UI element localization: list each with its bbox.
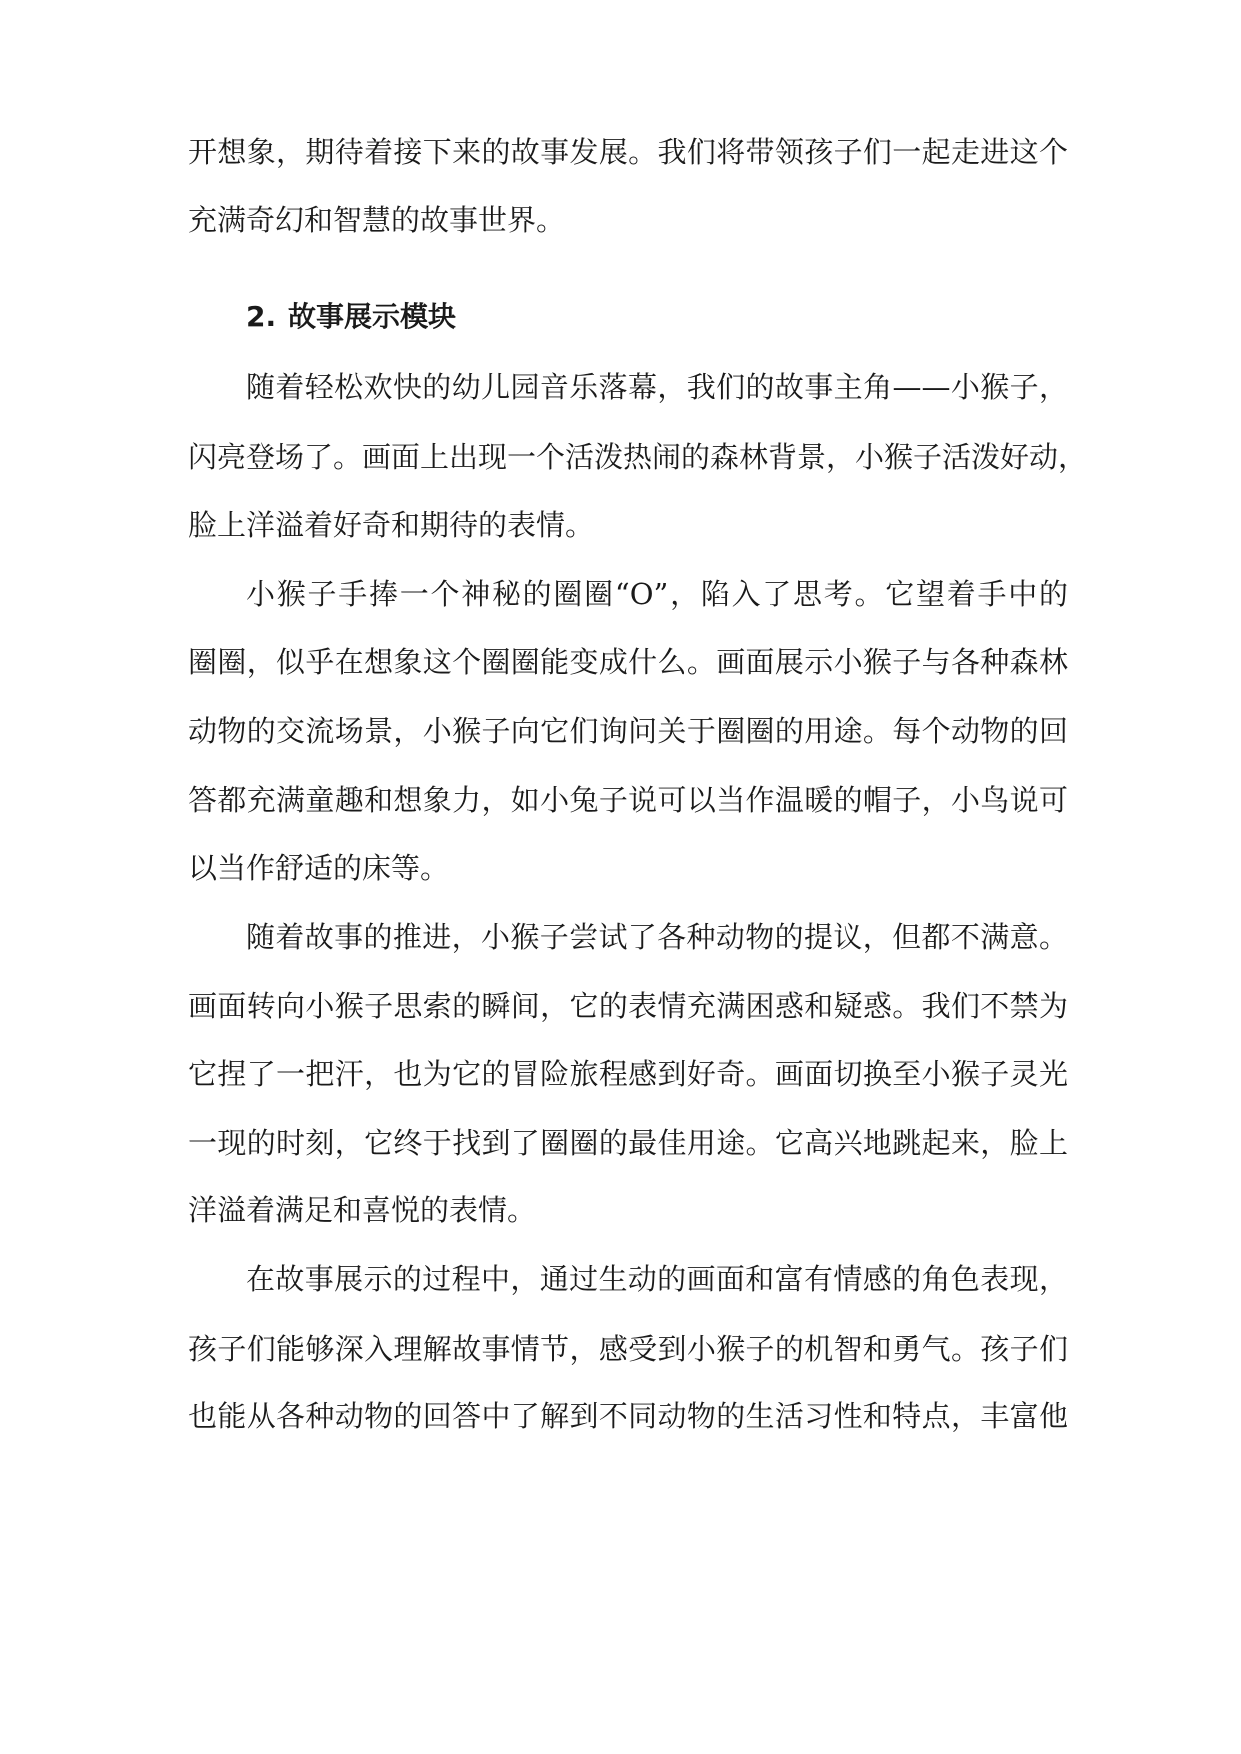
- body-text-line: 洋溢着满足和喜悦的表情。: [188, 1193, 537, 1227]
- paragraph-first-line: 随着故事的推进，小猴子尝试了各种动物的提议，但都不满意。: [246, 920, 1068, 954]
- body-text-line: 动物的交流场景，小猴子向它们询问关于圈圈的用途。每个动物的回: [188, 714, 1068, 748]
- section-number: 2.: [246, 300, 277, 333]
- paragraph-first-line: 随着轻松欢快的幼儿园音乐落幕，我们的故事主角——小猴子，: [246, 370, 1068, 404]
- body-text-line: 脸上洋溢着好奇和期待的表情。: [188, 508, 595, 542]
- body-text-line: 也能从各种动物的回答中了解到不同动物的生活习性和特点，丰富他: [188, 1399, 1068, 1433]
- body-text-line: 画面转向小猴子思索的瞬间，它的表情充满困惑和疑惑。我们不禁为: [188, 989, 1068, 1023]
- paragraph-first-line: 小猴子手捧一个神秘的圈圈“O”，陷入了思考。它望着手中的: [246, 577, 1068, 611]
- section-title: 故事展示模块: [288, 300, 457, 333]
- body-text-line: 开想象，期待着接下来的故事发展。我们将带领孩子们一起走进这个: [188, 135, 1068, 169]
- body-text-line: 充满奇幻和智慧的故事世界。: [188, 203, 566, 237]
- body-text-line: 孩子们能够深入理解故事情节，感受到小猴子的机智和勇气。孩子们: [188, 1332, 1068, 1366]
- body-text-line: 答都充满童趣和想象力，如小兔子说可以当作温暖的帽子，小鸟说可: [188, 783, 1068, 817]
- body-text-line: 一现的时刻，它终于找到了圈圈的最佳用途。它高兴地跳起来，脸上: [188, 1126, 1068, 1160]
- body-text-line: 闪亮登场了。画面上出现一个活泼热闹的森林背景，小猴子活泼好动，: [188, 440, 1088, 474]
- body-text-line: 以当作舒适的床等。: [188, 851, 450, 885]
- section-heading: [246, 297, 456, 337]
- body-text-line: 它捏了一把汗，也为它的冒险旅程感到好奇。画面切换至小猴子灵光: [188, 1057, 1068, 1091]
- body-text-line: 圈圈，似乎在想象这个圈圈能变成什么。画面展示小猴子与各种森林: [188, 645, 1068, 679]
- paragraph-first-line: 在故事展示的过程中，通过生动的画面和富有情感的角色表现，: [246, 1262, 1068, 1296]
